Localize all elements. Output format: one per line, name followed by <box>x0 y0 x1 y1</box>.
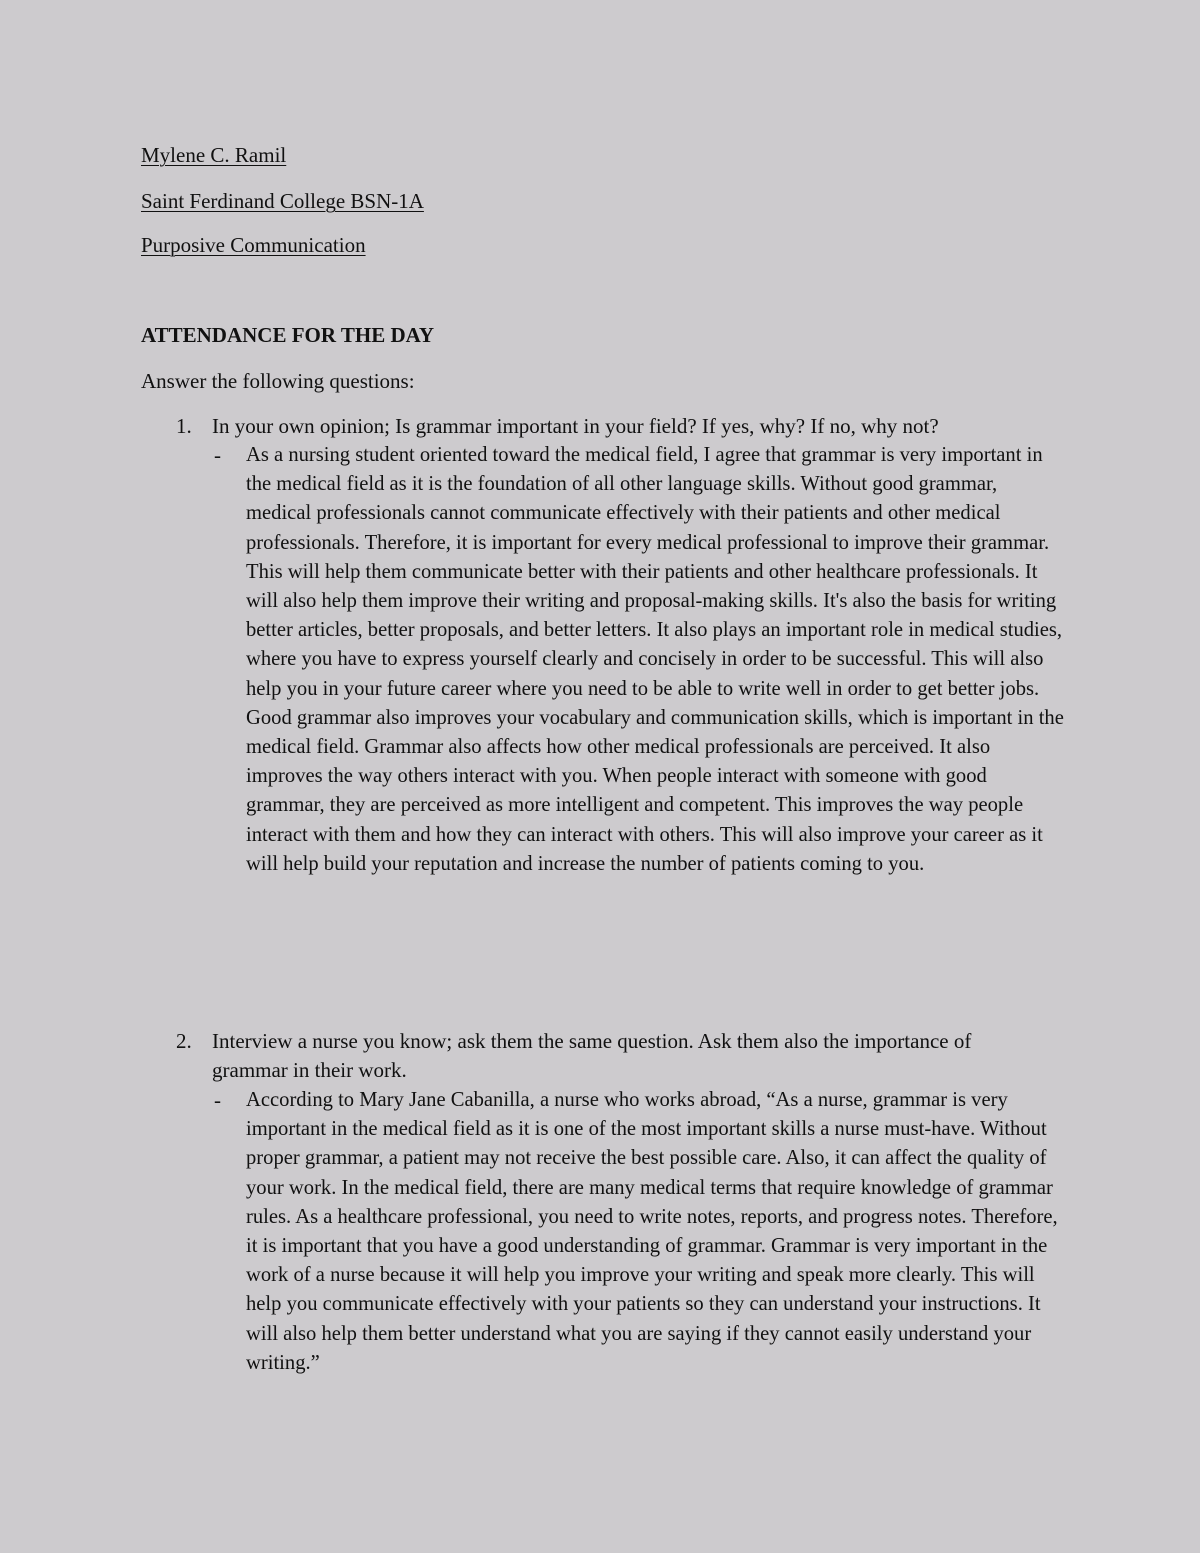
student-name: Mylene C. Ramil <box>141 143 287 167</box>
subject-name: Purposive Communication <box>141 233 366 257</box>
answer-2-bullet: - <box>214 1088 221 1112</box>
answer-1-bullet: - <box>214 443 221 467</box>
school-name: Saint Ferdinand College BSN-1A <box>141 189 424 213</box>
instructions: Answer the following questions: <box>141 369 415 393</box>
question-1-number: 1. <box>176 414 192 438</box>
question-2-text: Interview a nurse you know; ask them the same question. Ask them also the importance of grammar in their work. <box>212 1029 972 1083</box>
question-2-number: 2. <box>176 1029 192 1053</box>
answer-2-text: According to Mary Jane Cabanilla, a nurse who works abroad, “As a nurse, grammar is very important in the medical field as it is one of the most important skills a nurse must-have. Without proper grammar, a patient may not receive the best possible care. Also, it can affect the quality of your work. In the medical field, there are many medical terms that require knowledge of grammar rules. As a healthcare professional, you need to write notes, reports, and progress notes. Therefore, it is important that you have a good understanding of grammar. Grammar is very important in the work of a nurse because it will help you improve your writing and speak more clearly. This will help you communicate effectively with your patients so they can understand your instructions. It will also help them better understand what you are saying if they cannot easily understand your writing.” <box>246 1089 1058 1374</box>
page-title: ATTENDANCE FOR THE DAY <box>141 323 435 347</box>
answer-1-text: As a nursing student oriented toward the medical field, I agree that grammar is very important in the medical field as it is the foundation of all other language skills. Without good grammar, medical professionals cannot communicate effectively with their patients and other medical professionals. Therefore, it is important for every medical professional to improve their grammar. This will help them communicate better with their patients and other healthcare professionals. It will also help them improve their writing and proposal-making skills. It's also the basis for writing better articles, better proposals, and better letters. It also plays an important role in medical studies, where you have to express yourself clearly and concisely in order to be successful. This will also help you in your future career where you need to be able to write well in order to get better jobs. Good grammar also improves your vocabulary and communication skills, which is important in the medical field. Grammar also affects how other medical professionals are perceived. It also improves the way others interact with you. When people interact with someone with good grammar, they are perceived as more intelligent and competent. This improves the way people interact with them and how they can interact with others. This will also improve your career as it will help build your reputation and increase the number of patients coming to you. <box>246 444 1064 875</box>
question-1-text: In your own opinion; Is grammar important in your field? If yes, why? If no, why not? <box>212 414 939 438</box>
